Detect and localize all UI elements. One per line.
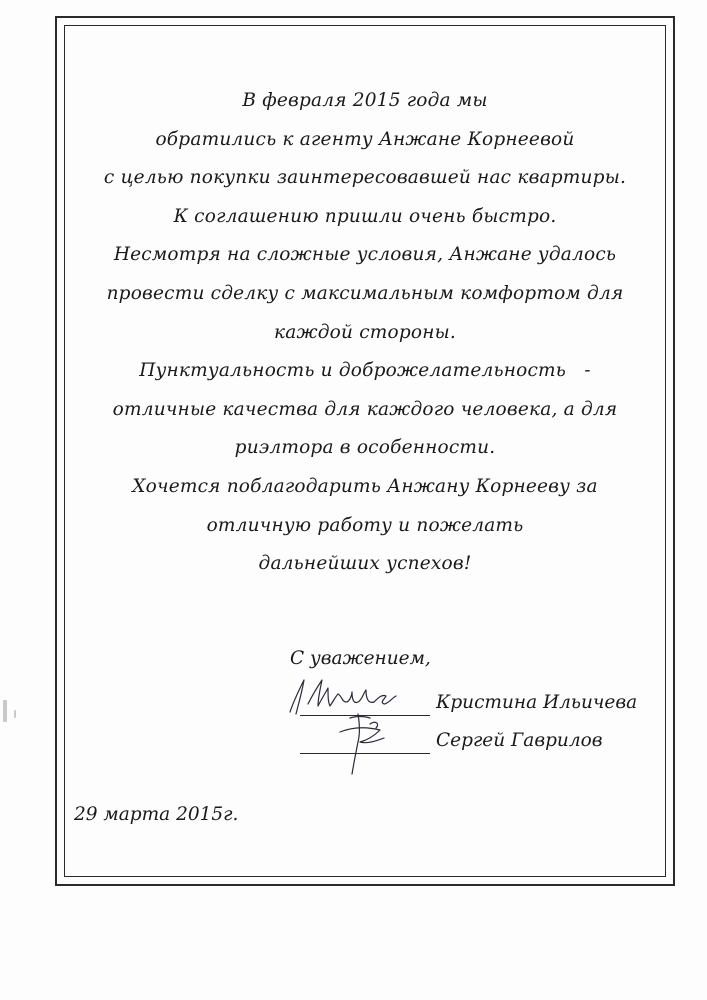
letter-line: Несмотря на сложные условия, Анжане удалось xyxy=(113,244,617,266)
scan-artifact xyxy=(14,710,16,718)
letter-line: Хочется поблагодарить Анжану Корнееву за xyxy=(132,475,598,497)
letter-line: В февраля 2015 года мы xyxy=(242,90,488,111)
letter-date: 29 марта 2015г. xyxy=(74,804,239,825)
signatory-name: Кристина Ильичева xyxy=(436,692,638,713)
letter-body xyxy=(66,82,664,584)
letter-line: с целью покупки заинтересовавшей нас квартиры. xyxy=(103,167,627,189)
letter-line: отличные качества для каждого человека, а для xyxy=(112,398,618,420)
signature-line xyxy=(300,753,430,754)
letter-line: каждой стороны. xyxy=(274,321,456,343)
letter-line: риэлтора в особенности. xyxy=(234,437,496,459)
letter-line: дальнейших успехов! xyxy=(258,553,472,575)
closing-salutation: С уважением, xyxy=(290,648,431,669)
letter-line: провести сделку с максимальным комфортом для xyxy=(106,282,624,304)
signatory-name: Сергей Гаврилов xyxy=(436,730,603,751)
letter-line: К соглашению пришли очень быстро. xyxy=(173,205,557,227)
signature-line xyxy=(300,715,430,716)
scan-artifact xyxy=(3,700,7,722)
letter-line: Пунктуальность и доброжелательность - xyxy=(139,360,591,382)
letter-line: обратились к агенту Анжане Корнеевой xyxy=(155,128,575,150)
letter-line: отличную работу и пожелать xyxy=(206,514,524,536)
